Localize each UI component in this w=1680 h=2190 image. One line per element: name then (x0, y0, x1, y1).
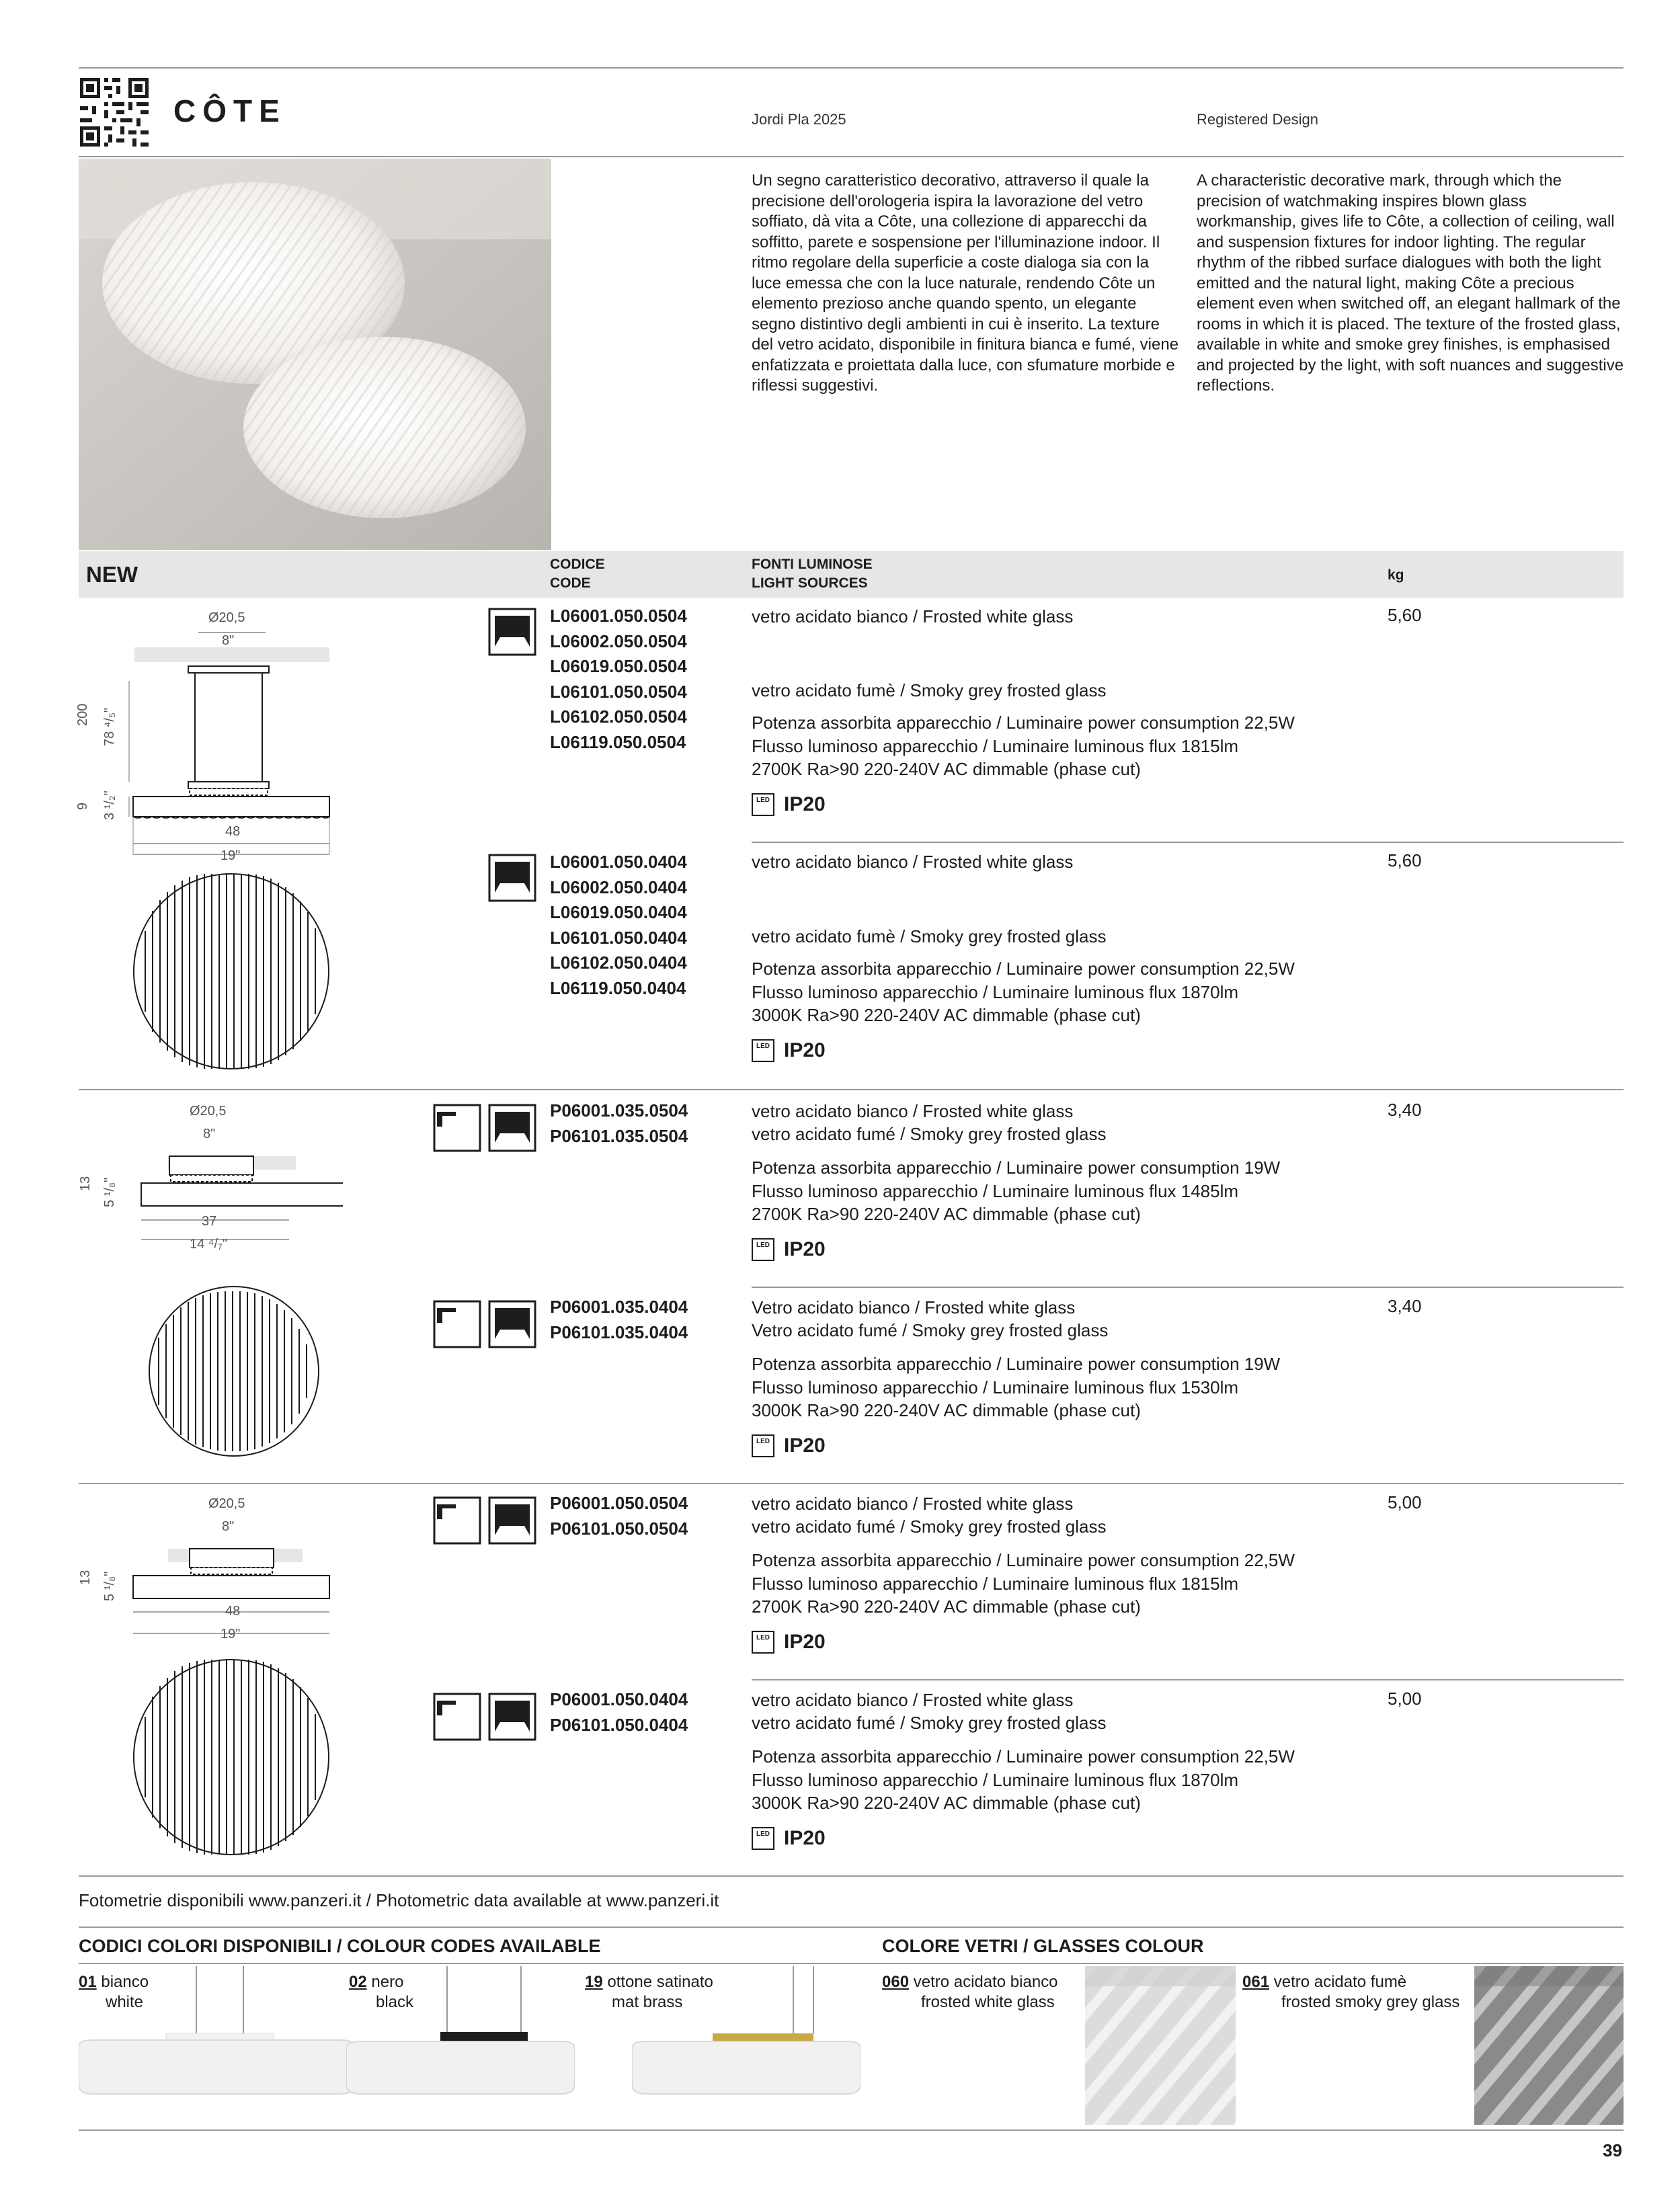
dim-height: 200 (75, 703, 90, 726)
bottom-rule (79, 2130, 1624, 2131)
colour-swatch-black (346, 1966, 575, 2127)
section-divider (79, 1483, 1624, 1484)
power-specs: Potenza assorbita apparecchio / Luminaire power consumption 19W Flusso luminoso apparecchio / Luminaire luminous flux 1485lm 2700K Ra>90 220-240V AC dimmable (phase cut) (752, 1158, 1281, 1224)
glass-lines: vetro acidato bianco / Frosted white glass vetro acidato fumé / Smoky grey frosted glass (752, 1690, 1107, 1733)
dim-width-in-2: 14 ⁴/₇" (190, 1237, 227, 1252)
dim-diameter-in: 8" (222, 633, 235, 648)
dim-width-in-3: 19" (221, 1627, 241, 1641)
glass-smoky: vetro acidato fumè / Smoky grey frosted glass (752, 926, 1107, 946)
ip-rating: LED IP20 (752, 1434, 826, 1457)
ceiling-mount-icon (488, 1693, 536, 1741)
wall-mount-icon (433, 1496, 481, 1545)
wall-mount-icon (433, 1693, 481, 1741)
description-english: A characteristic decorative mark, through which the precision of watchmaking inspires blown glass workmanship, gives life to Côte, a collection of ceiling, wall and suspension fixtures for indoor lighting. The regular rhythm of the ribbed surface dialogues with both the light emitted and the natural light, making Côte a precious element even when switched off, an elegant hallmark of the rooms in which it is placed. The texture of the frosted glass, available in white and smoke grey finishes, is emphasised and projected by the light, with soft nuances and suggestive reflections. (1197, 171, 1624, 395)
row-divider (752, 1679, 1624, 1680)
led-icon: LED (752, 1039, 774, 1062)
dim-height-in-3: 5 ¹/₈" (102, 1177, 117, 1207)
weight: 5,00 (1388, 1689, 1422, 1709)
ip-rating: LED IP20 (752, 1039, 826, 1062)
designer-year: Jordi Pla 2025 (752, 111, 846, 128)
header-rule (79, 156, 1624, 157)
footer-rule (79, 1927, 1624, 1928)
weight: 5,60 (1388, 850, 1422, 870)
ceiling-mount-icon (488, 1300, 536, 1348)
product-codes: P06001.050.0504 P06101.050.0504 (550, 1493, 688, 1539)
suspension-drawing (74, 602, 343, 1086)
glass-lines: vetro acidato bianco / Frosted white glass vetro acidato fumé / Smoky grey frosted glass (752, 1101, 1107, 1144)
dim-diameter-in-2: 8" (203, 1127, 216, 1141)
glass-white: vetro acidato bianco / Frosted white glass (752, 852, 1074, 872)
glass-smoky: vetro acidato fumè / Smoky grey frosted glass (752, 680, 1107, 700)
suspension-mount-icon (488, 854, 536, 902)
glasses-colour-title: COLORE VETRI / GLASSES COLOUR (882, 1936, 1204, 1956)
ceiling-large-drawing (74, 1495, 343, 1871)
top-rule (79, 67, 1624, 69)
ip-rating: LED IP20 (752, 793, 826, 816)
colour-swatch-brass (632, 1966, 861, 2127)
dim-width-3: 48 (225, 1604, 241, 1619)
product-photo (79, 159, 551, 550)
dim-height-3: 13 (78, 1176, 93, 1191)
dim-diameter: Ø20,5 (208, 610, 245, 625)
weight: 3,40 (1388, 1296, 1422, 1316)
power-specs: Potenza assorbita apparecchio / Luminaire power consumption 22,5W Flusso luminoso apparecchio / Luminaire luminous flux 1870lm 3000K Ra>90 220-240V AC dimmable (phase cut) (752, 959, 1295, 1025)
suspension-mount-icon (488, 608, 536, 656)
product-codes: L06001.050.0404 L06002.050.0404 L06019.050.0404 L06101.050.0404 L06102.050.0404 L06119.050.0404 (550, 852, 687, 998)
light-sources-header: FONTI LUMINOSE LIGHT SOURCES (752, 557, 873, 591)
dim-height-in: 78 ⁴/₅" (102, 707, 117, 746)
wall-mount-icon (433, 1300, 481, 1348)
glass-swatch-smoky (1474, 1966, 1624, 2125)
ceiling-mount-icon (488, 1496, 536, 1545)
weight: 5,60 (1388, 605, 1422, 625)
dim-width: 48 (225, 824, 241, 839)
ip-rating: LED IP20 (752, 1827, 826, 1850)
glass-lines: Vetro acidato bianco / Frosted white glass Vetro acidato fumé / Smoky grey frosted glass (752, 1297, 1109, 1340)
dim-height2-in: 3 ¹/₂" (102, 790, 117, 820)
section-divider (79, 1875, 1624, 1877)
power-specs: Potenza assorbita apparecchio / Luminaire power consumption 22,5W Flusso luminoso apparecchio / Luminaire luminous flux 1815lm 2700K Ra>90 220-240V AC dimmable (phase cut) (752, 713, 1295, 779)
colour-swatch-label: 01 bianco white (79, 1973, 149, 2011)
glass-white: vetro acidato bianco / Frosted white glass (752, 606, 1074, 626)
kg-header: kg (1388, 567, 1404, 583)
glass-lines: vetro acidato bianco / Frosted white glass vetro acidato fumé / Smoky grey frosted glass (752, 1494, 1107, 1537)
product-codes: L06001.050.0504 L06002.050.0504 L06019.050.0504 L06101.050.0504 L06102.050.0504 L06119.050.0504 (550, 606, 687, 752)
page-title: CÔTE (173, 93, 286, 128)
page-number: 39 (1603, 2140, 1622, 2160)
new-label: NEW (86, 562, 138, 587)
dim-height-4: 13 (78, 1570, 93, 1585)
code-header: CODICE CODE (550, 557, 605, 591)
weight: 3,40 (1388, 1100, 1422, 1120)
weight: 5,00 (1388, 1492, 1422, 1512)
row-divider (752, 842, 1624, 843)
dim-height-in-4: 5 ¹/₈" (102, 1571, 117, 1601)
dim-diameter-3: Ø20,5 (208, 1496, 245, 1511)
power-specs: Potenza assorbita apparecchio / Luminaire power consumption 19W Flusso luminoso apparecchio / Luminaire luminous flux 1530lm 3000K Ra>90 220-240V AC dimmable (phase cut) (752, 1354, 1281, 1420)
led-icon: LED (752, 1434, 774, 1457)
product-codes: P06001.035.0504 P06101.035.0504 (550, 1100, 688, 1146)
glass-swatch-label: 060 vetro acidato bianco frosted white glass (882, 1973, 1058, 2011)
ceiling-mount-icon (488, 1104, 536, 1152)
row-divider (752, 1287, 1624, 1288)
dim-width-in: 19" (221, 848, 241, 863)
colour-swatch-label: 19 ottone satinato mat brass (585, 1973, 713, 2011)
product-codes: P06001.050.0404 P06101.050.0404 (550, 1689, 688, 1735)
led-icon: LED (752, 1631, 774, 1654)
colour-swatch-label: 02 nero black (349, 1973, 414, 2011)
ip-rating: LED IP20 (752, 1238, 826, 1261)
qr-code-icon[interactable] (79, 77, 150, 148)
footer-rule-2 (79, 1963, 1624, 1964)
power-specs: Potenza assorbita apparecchio / Luminaire power consumption 22,5W Flusso luminoso apparecchio / Luminaire luminous flux 1815lm 2700K Ra>90 220-240V AC dimmable (phase cut) (752, 1550, 1295, 1617)
colour-codes-title: CODICI COLORI DISPONIBILI / COLOUR CODES AVAILABLE (79, 1936, 601, 1956)
description-italian: Un segno caratteristico decorativo, attraverso il quale la precisione dell'orologeria ispira la lavorazione del vetro soffiato, dà vita a Côte, una collezione di apparecchi da soffitto, parete e sospensione per l'illuminazione indoor. Il ritmo regolare della superficie a coste dialoga sia con la luce emessa che con la luce naturale, rendendo Côte un elemento prezioso anche quando spento, un elegante segno distintivo degli ambienti in cui è inserito. La texture del vetro acidato, disponibile in finitura bianca e fumé, viene enfatizzata e proiettata dalla luce, con sfumature morbide e riflessi suggestivi. (752, 171, 1179, 395)
led-icon: LED (752, 1827, 774, 1850)
registered-design: Registered Design (1197, 111, 1318, 128)
photometric-link[interactable]: Fotometrie disponibili www.panzeri.it / Photometric data available at www.panzeri.it (79, 1890, 719, 1910)
section-divider (79, 1089, 1624, 1090)
led-icon: LED (752, 793, 774, 816)
colour-swatch-white (79, 1966, 354, 2127)
ip-rating: LED IP20 (752, 1631, 826, 1654)
wall-mount-icon (433, 1104, 481, 1152)
led-icon: LED (752, 1238, 774, 1261)
ceiling-small-drawing (74, 1102, 343, 1479)
dim-width-2: 37 (202, 1214, 217, 1229)
glass-swatch-label: 061 vetro acidato fumè frosted smoky grey glass (1242, 1973, 1460, 2011)
dim-height2: 9 (75, 802, 90, 810)
power-specs: Potenza assorbita apparecchio / Luminaire power consumption 22,5W Flusso luminoso apparecchio / Luminaire luminous flux 1870lm 3000K Ra>90 220-240V AC dimmable (phase cut) (752, 1746, 1295, 1813)
dim-diameter-in-3: 8" (222, 1519, 235, 1534)
dim-diameter-2: Ø20,5 (190, 1104, 227, 1119)
product-codes: P06001.035.0404 P06101.035.0404 (550, 1297, 688, 1342)
glass-swatch-white (1085, 1966, 1236, 2125)
